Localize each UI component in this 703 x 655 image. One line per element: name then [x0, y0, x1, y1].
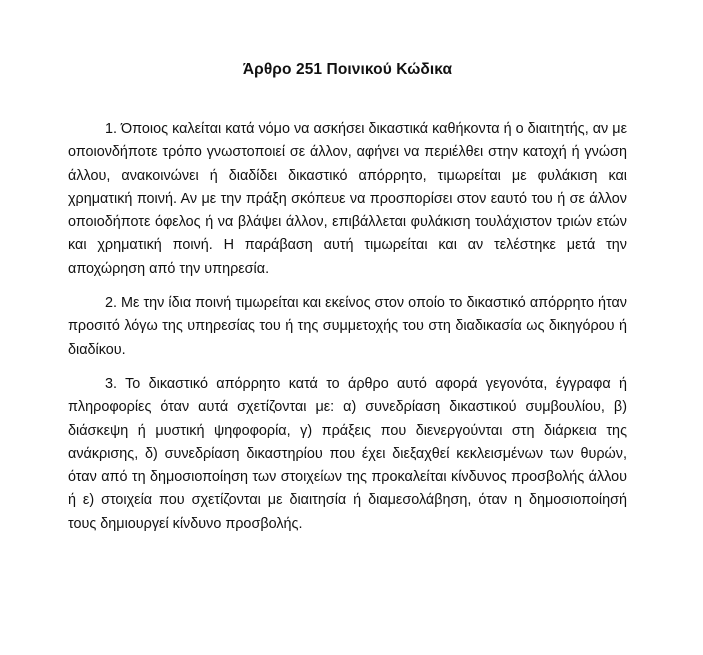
- paragraph-1: 1. Όποιος καλείται κατά νόμο να ασκήσει δικαστικά καθήκοντα ή ο διαιτητής, αν με οποιονδήποτε τρόπο γνωστοποιεί σε άλλον, αφήνει να περιέλθει στην κατοχή ή γνώση άλλου, ανακοινώνει ή διαδίδει δικαστικό απόρρητο, τιμωρείται με φυλάκιση και χρηματική ποινή. Αν με την πράξη σκόπευε να προσπορίσει στον εαυτό του ή σε άλλον οποιοδήποτε όφελος ή να βλάψει άλλον, επιβάλλεται φυλάκιση τουλάχιστον τριών ετών και χρηματική ποινή. Η παράβαση αυτή τιμωρείται και αν τελέστηκε μετά την αποχώρηση από την υπηρεσία.: [68, 121, 627, 277]
- paragraph-2: 2. Με την ίδια ποινή τιμωρείται και εκείνος στον οποίο το δικαστικό απόρρητο ήταν προσιτό λόγω της υπηρεσίας του ή της συμμετοχής του στη διαδικασία ως δικηγόρου ή διαδίκου.: [68, 295, 627, 358]
- paragraph-3: 3. Το δικαστικό απόρρητο κατά το άρθρο αυτό αφορά γεγονότα, έγγραφα ή πληροφορίες όταν αυτά σχετίζονται με: α) συνεδρίαση δικαστικού συμβουλίου, β) διάσκεψη ή μυστική ψηφοφορία, γ) πράξεις που διενεργούνται στη διάρκεια της ανάκρισης, δ) συνεδρίαση δικαστηρίου που έχει διεξαχθεί κεκλεισμένων των θυρών, όταν από τη δημοσιοποίηση των στοιχείων της προκαλείται κίνδυνος προσβολής άλλου ή ε) στοιχεία που σχετίζονται με διαιτησία ή διαμεσολάβηση, όταν η δημοσιοποίησή τους δημιουργεί κίνδυνο προσβολής.: [68, 375, 627, 532]
- document-title: Άρθρο 251 Ποινικού Κώδικα: [242, 61, 453, 78]
- document-page: [68, 58, 627, 547]
